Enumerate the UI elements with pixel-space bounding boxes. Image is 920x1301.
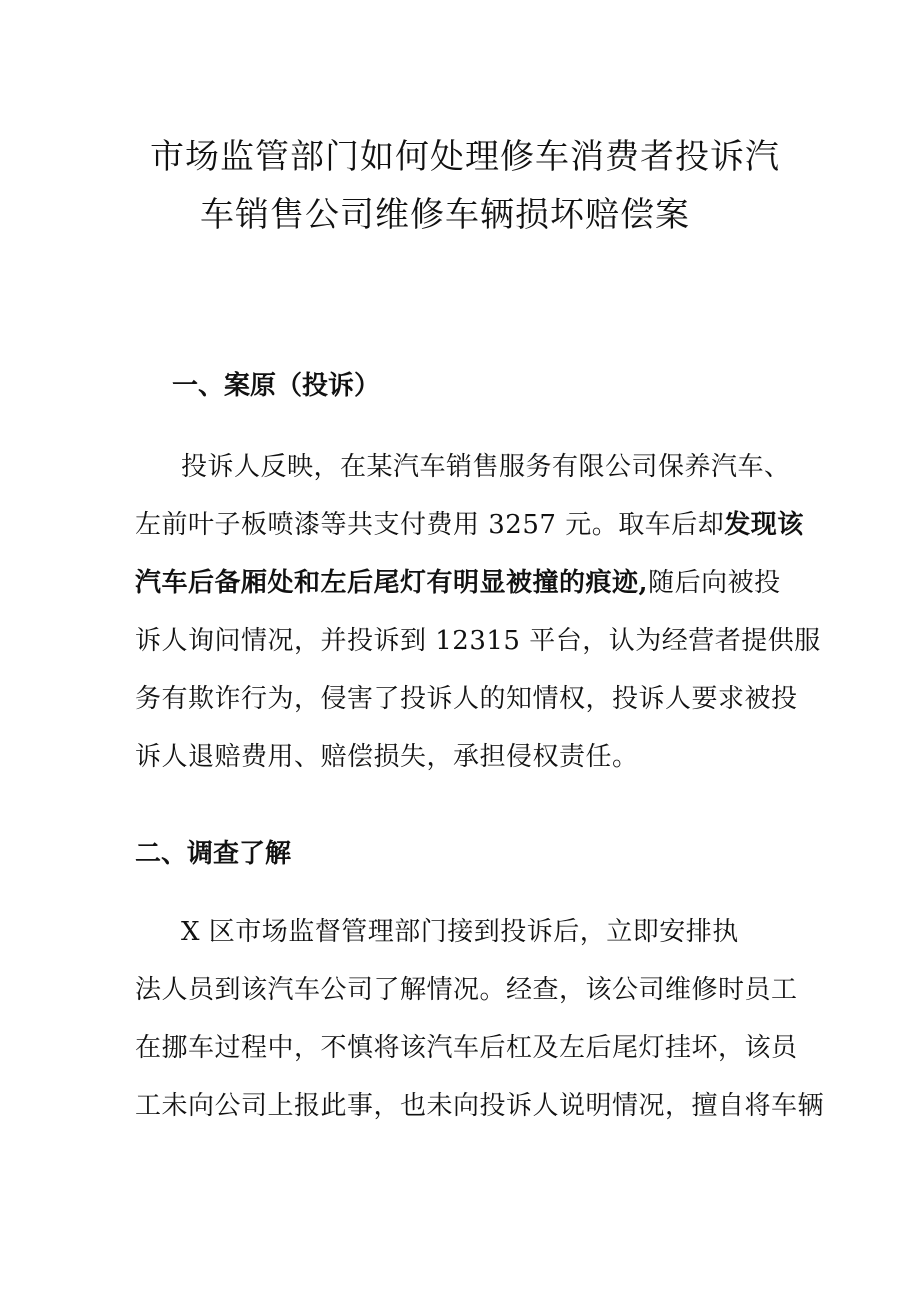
paragraph-line: 诉人退赔费用、赔偿损失，承担侵权责任。 <box>135 742 639 772</box>
paragraph-line <box>135 554 795 612</box>
paragraph-line: 投诉人反映，在某汽车销售服务有限公司保养汽车、 <box>181 452 791 482</box>
paragraph-line: 在挪车过程中，不慎将该汽车后杠及左后尾灯挂坏，该员 <box>135 1033 798 1063</box>
section-1-heading: 一、案原（投诉） <box>172 371 381 401</box>
title-line-2: 车销售公司维修车辆损坏赔偿案 <box>200 195 690 235</box>
section-1-paragraph <box>135 438 821 786</box>
paragraph-line: 工未向公司上报此事，也未向投诉人说明情况，擅自将车辆 <box>135 1091 825 1121</box>
bold-text: 发现该 <box>724 510 804 540</box>
paragraph-line: 诉人询问情况，并投诉到 12315 平台，认为经营者提供服 <box>135 626 821 656</box>
paragraph-text: 左前叶子板喷漆等共支付费用 3257 元。取车后却 <box>135 510 725 540</box>
paragraph-line <box>135 496 804 554</box>
bold-text: 汽车后备厢处和左后尾灯有明显被撞的痕迹, <box>135 568 649 598</box>
paragraph-text: 随后向被投 <box>648 568 781 598</box>
title-line-1: 市场监管部门如何处理修车消费者投诉汽 <box>150 137 780 177</box>
document-title <box>150 128 810 244</box>
paragraph-line: 务有欺诈行为，侵害了投诉人的知情权，投诉人要求被投 <box>135 684 798 714</box>
paragraph-line: 法人员到该汽车公司了解情况。经查，该公司维修时员工 <box>135 975 798 1005</box>
paragraph-line: X 区市场监督管理部门接到投诉后，立即安排执 <box>181 917 739 947</box>
section-2-heading: 二、调查了解 <box>135 839 292 869</box>
section-2-paragraph <box>135 903 825 1135</box>
